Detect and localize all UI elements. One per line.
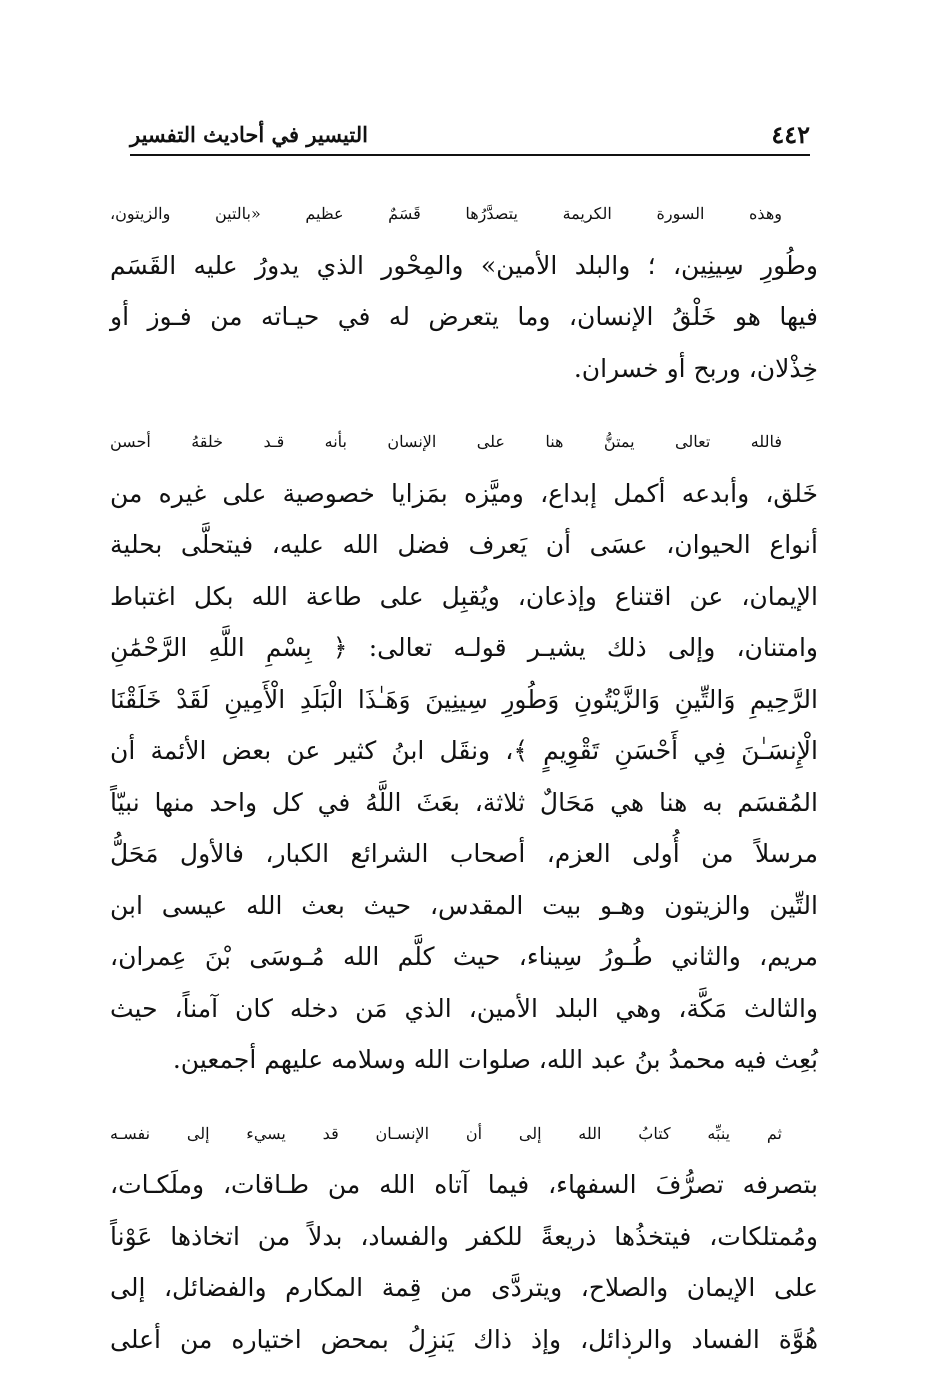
text-line: مريم، والثاني طُـورُ سِيناء، حيث كلَّم الله مُـوسَى بْنَ عِمران، (110, 942, 818, 971)
text-line: المُقسَم به هنا هي مَحَالٌ ثلاثة، بعَثَ اللَّهُ في كل واحد منها نبيّاً (110, 787, 818, 817)
text-line: الإيمان، عن اقتناع وإذعان، ويُقبِل على طاعة الله بكل اغتباط (110, 581, 818, 611)
text-line: هُوَّة الفساد والرذائل، وإذ ذاك يَنزِلُ بمحض اختياره من أعلى (110, 1324, 818, 1354)
text-line: أنواع الحيوان، عسَى أن يَعرف فضل الله عليه، فيتحلَّى بحلية (110, 530, 818, 559)
paragraph-1 (110, 188, 818, 394)
text-line: فيها هو خَلْقُ الإنسان، وما يتعرض له في حيـاته من فـوز أو (110, 302, 818, 331)
text-line: خِذْلان، وربح أو خسران. (573, 353, 818, 383)
text-line: الْإِنسَـٰنَ فِي أَحْسَنِ تَقْوِيمٍ ﴾، ونقَل ابنُ كثير عن بعض الأئمة أن (110, 736, 818, 765)
paragraph-2 (110, 416, 818, 1086)
text-line: ثم ينبِّه كتابُ الله إلى أن الإنسـان قد يسيء إلى نفسـه (110, 1123, 782, 1143)
book-title: التيسير في أحاديث التفسير (130, 122, 368, 147)
text-line: والثالث مَكَّة، وهي البلد الأمين، الذي مَن دخله كان آمناً، حيث (110, 993, 818, 1023)
text-line: وامتنان، وإلى ذلك يشيـر قولـه تعالى: ﴿ بِسْمِ اللَّهِ الرَّحْمَٰنِ (110, 633, 818, 662)
text-line: بتصرفه تصرُّفَ السفهاء، فيما آتاه الله من طـاقات، وملَكـات، (110, 1170, 818, 1199)
text-line: وطُورِ سِينِين، ؛ والبلد الأمين» والمِحْور الذي يدورُ عليه القَسَم (110, 250, 818, 280)
running-header (130, 118, 810, 156)
quran-verse-line: الرَّحِيمِ وَالتِّينِ وَالزَّيْتُونِ وَطُورِ سِينِينَ وَهَـٰذَا الْبَلَدِ الْأَمِينِ لَقَدْ خَلَقْنَا (110, 684, 818, 714)
text-line: مرسلاً من أُولى العزم، أصحاب الشرائع الكبار، فالأول مَحَلُّ (110, 839, 818, 868)
text-line: خَلق، وأبدعه أكمل إبداع، وميَّزه بمَزايا خصوصية على غيره من (110, 478, 818, 508)
text-line: التِّين والزيتون وهـو بيت المقدس، حيث بعث الله عيسى ابن (110, 890, 818, 920)
text-line: على الإيمان والصلاح، ويتردَّى من قِمة المكارم والفضائل، إلى (110, 1273, 818, 1302)
paragraph-3 (110, 1108, 818, 1366)
text-line: ومُمتلكات، فيتخذُها ذريعةً للكفر والفساد، بدلاً من اتخاذها عَوْناً (110, 1221, 818, 1251)
text-line: وهذه السورة الكريمة يتصدَّرُها قَسَمٌ عظيم «بالتين والزيتون، (110, 204, 782, 223)
text-line: بُعِث فيه محمدُ بنُ عبد الله، صلوات الله وسلامه عليهم أجمعين. (172, 1045, 818, 1074)
text-line: فالله تعالى يمتنُّ هنا على الإنسان بأنه قـد خلقهُ أحسن (110, 432, 782, 451)
page-number: ٤٤٢ (771, 120, 810, 149)
scan-speck (628, 1356, 631, 1359)
page-body (110, 188, 818, 1387)
